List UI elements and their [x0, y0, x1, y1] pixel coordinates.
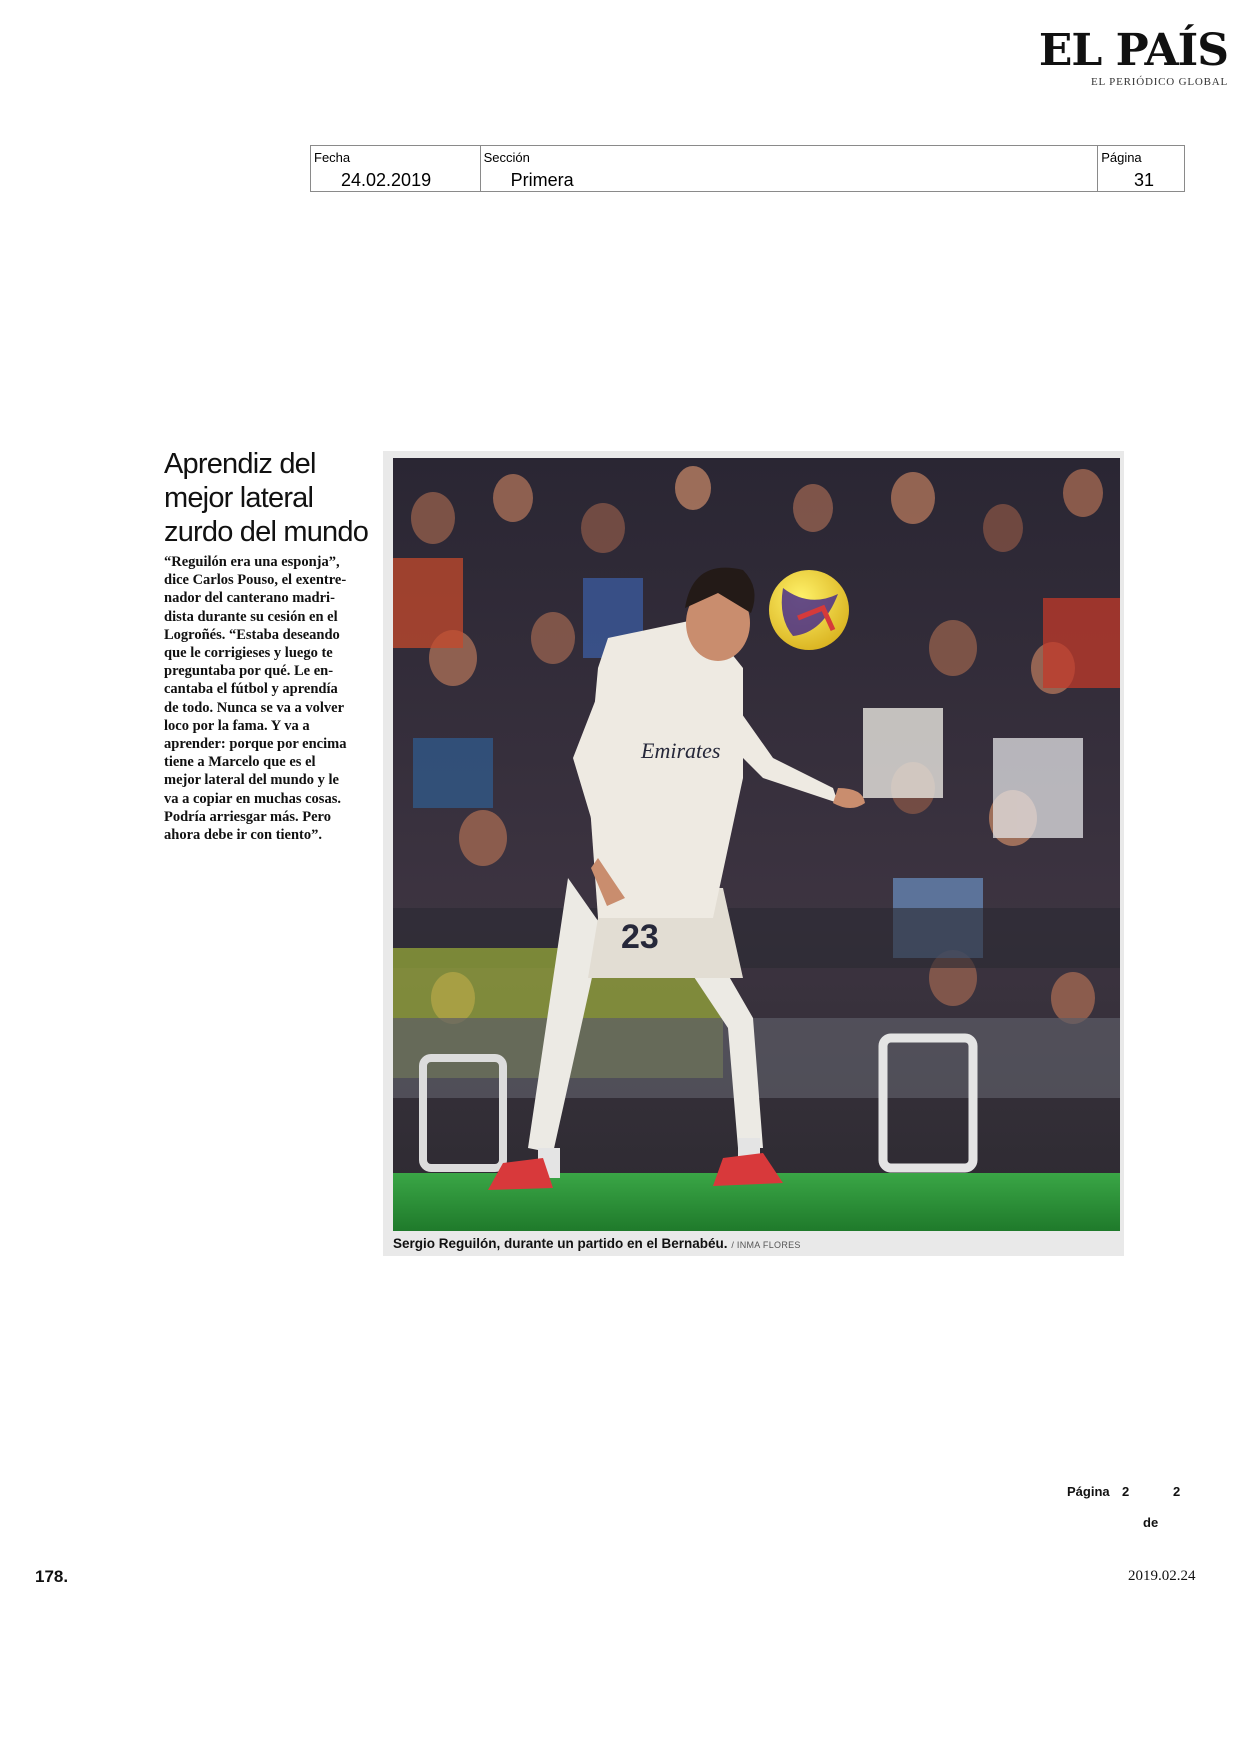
- footer-number: 178.: [35, 1567, 69, 1586]
- fecha-label: Fecha: [314, 150, 351, 165]
- body-line: dice Carlos Pouso, el exentre-: [164, 572, 347, 589]
- photo-caption: [393, 1236, 801, 1251]
- headline-line: zurdo del mundo: [164, 516, 369, 548]
- headline-line: Aprendiz del: [164, 448, 316, 480]
- pager-total: 2: [1173, 1484, 1181, 1499]
- pager-of: de: [1143, 1515, 1159, 1530]
- player-photo-illustration: [393, 458, 1120, 1231]
- shorts-number: 23: [621, 918, 659, 956]
- pager-current: 2: [1122, 1484, 1130, 1499]
- fecha-value: 24.02.2019: [341, 170, 432, 190]
- masthead-logo: [1028, 25, 1228, 88]
- shirt-sponsor: Emirates: [641, 738, 721, 763]
- headline-line: mejor lateral: [164, 482, 314, 514]
- masthead-name: EL PAÍS: [1038, 25, 1228, 76]
- body-line: “Reguilón era una esponja”,: [164, 554, 340, 570]
- footer-date: 2019.02.24: [1128, 1568, 1196, 1584]
- seccion-value: Primera: [510, 170, 574, 190]
- photo-credit: / INMA FLORES: [731, 1240, 801, 1250]
- body-line: tiene a Marcelo que es el: [164, 754, 316, 771]
- body-line: va a copiar en muchas cosas.: [164, 790, 341, 807]
- article-body: [164, 553, 374, 844]
- pagina-label: Página: [1101, 150, 1142, 165]
- masthead-tagline: EL PERIÓDICO GLOBAL: [1090, 76, 1228, 88]
- player-photo: [393, 458, 1120, 1231]
- metadata-table: [310, 145, 1185, 192]
- body-line: nador del canterano madri-: [164, 590, 335, 607]
- body-line: ahora debe ir con tiento”.: [164, 827, 323, 844]
- body-line: loco por la fama. Y va a: [164, 717, 310, 734]
- body-line: de todo. Nunca se va a volver: [164, 699, 345, 716]
- seccion-cell: [481, 146, 1099, 191]
- pager-label: Página: [1067, 1484, 1110, 1499]
- pagina-cell: [1098, 146, 1184, 191]
- body-line: dista durante su cesión en el: [164, 608, 338, 625]
- body-line: Logroñés. “Estaba deseando: [164, 626, 340, 643]
- article-headline: [164, 447, 384, 549]
- football: [769, 570, 849, 650]
- body-line: que le corrigieses y luego te: [164, 645, 333, 662]
- body-line: cantaba el fútbol y aprendía: [164, 681, 338, 698]
- seccion-label: Sección: [483, 150, 530, 165]
- pagina-value: 31: [1133, 170, 1154, 190]
- body-line: preguntaba por qué. Le en-: [164, 663, 334, 680]
- photo-frame: [383, 451, 1124, 1256]
- body-line: aprender: porque por encima: [164, 736, 347, 753]
- body-line: mejor lateral del mundo y le: [164, 772, 339, 789]
- body-line: Podría arriesgar más. Pero: [164, 808, 331, 825]
- caption-text: Sergio Reguilón, durante un partido en el Bernabéu.: [393, 1236, 728, 1251]
- fecha-cell: [311, 146, 481, 191]
